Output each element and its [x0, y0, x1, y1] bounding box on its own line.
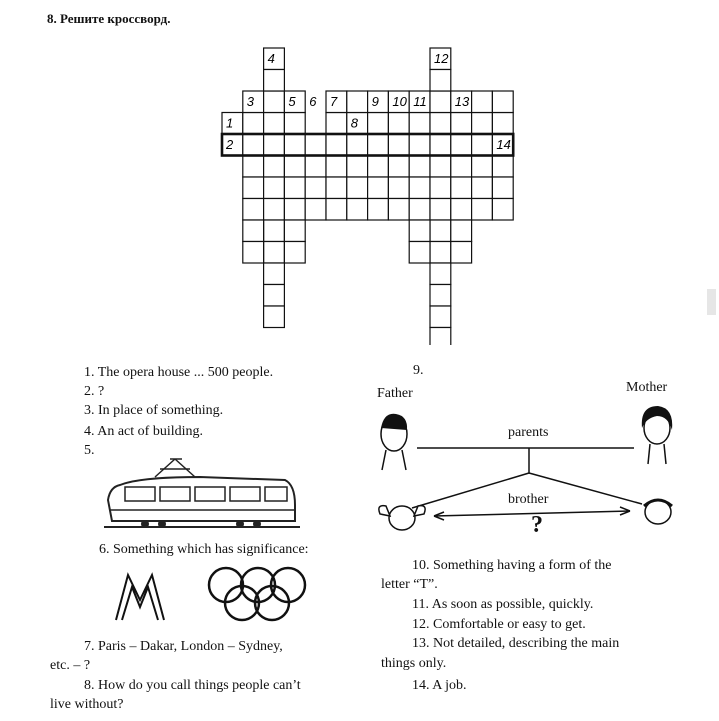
crossword-cell[interactable]	[326, 177, 347, 199]
cell-number-10: 10	[392, 94, 407, 109]
crossword-cell[interactable]	[326, 156, 347, 178]
clue-5: 5.	[84, 443, 95, 458]
crossword-cell[interactable]	[388, 113, 409, 135]
crossword-cell[interactable]	[326, 199, 347, 221]
crossword-cell[interactable]	[305, 177, 326, 199]
crossword-cell[interactable]	[430, 306, 451, 328]
crossword-cell[interactable]	[430, 242, 451, 264]
crossword-cell[interactable]	[264, 134, 285, 156]
crossword-cell[interactable]	[284, 220, 305, 242]
crossword-cell[interactable]	[430, 285, 451, 307]
crossword-cell[interactable]	[243, 177, 264, 199]
clue-1: 1. The opera house ... 500 people.	[84, 365, 274, 380]
crossword-cell[interactable]	[430, 156, 451, 178]
cell-number-13: 13	[454, 94, 470, 109]
crossword-cell[interactable]	[347, 156, 368, 178]
crossword-cell[interactable]	[451, 220, 472, 242]
crossword-cell[interactable]	[430, 134, 451, 156]
crossword-cell[interactable]	[430, 220, 451, 242]
clue-13: 13. Not detailed, describing the main	[412, 636, 620, 651]
crossword-cell[interactable]	[409, 220, 430, 242]
crossword-cell[interactable]	[284, 134, 305, 156]
crossword-cell[interactable]	[243, 199, 264, 221]
crossword-cell[interactable]	[472, 156, 493, 178]
crossword-cell[interactable]	[388, 199, 409, 221]
exercise-title: 8. Решите кроссворд.	[47, 11, 171, 26]
crossword-cell[interactable]	[388, 134, 409, 156]
crossword-cell[interactable]	[430, 328, 451, 346]
crossword-cell[interactable]	[243, 134, 264, 156]
crossword-cell[interactable]	[243, 156, 264, 178]
crossword-grid	[0, 0, 719, 345]
crossword-cell[interactable]	[305, 134, 326, 156]
crossword-cell[interactable]	[264, 220, 285, 242]
crossword-cell[interactable]	[492, 156, 513, 178]
cell-number-3: 3	[246, 94, 255, 109]
clue-11: 11. As soon as possible, quickly.	[412, 597, 594, 612]
crossword-cell[interactable]	[451, 134, 472, 156]
crossword-cell[interactable]	[264, 113, 285, 135]
clue-3: 3. In place of something.	[84, 403, 224, 418]
crossword-cell[interactable]	[305, 199, 326, 221]
crossword-cell[interactable]	[368, 177, 389, 199]
tram-picture	[100, 455, 305, 533]
clue-12: 12. Comfortable or easy to get.	[412, 617, 586, 632]
cell-number-4: 4	[267, 51, 275, 66]
crossword-cell[interactable]	[347, 199, 368, 221]
crossword-cell[interactable]	[451, 156, 472, 178]
cell-number-9: 9	[371, 94, 379, 109]
clue-8: 8. How do you call things people can’t	[84, 678, 301, 693]
question-mark: ?	[531, 512, 543, 538]
crossword-cell[interactable]	[388, 177, 409, 199]
crossword-cell[interactable]	[284, 156, 305, 178]
crossword-cell[interactable]	[492, 113, 513, 135]
crossword-cell[interactable]	[347, 177, 368, 199]
crossword-cell[interactable]	[492, 177, 513, 199]
crossword-cell[interactable]	[430, 70, 451, 92]
crossword-cell[interactable]	[451, 177, 472, 199]
crossword-cell[interactable]	[472, 177, 493, 199]
crossword-cell[interactable]	[284, 177, 305, 199]
crossword-cell[interactable]	[430, 113, 451, 135]
crossword-cell[interactable]	[430, 177, 451, 199]
clue-2: 2. ?	[84, 384, 105, 399]
crossword-cell[interactable]	[284, 113, 305, 135]
crossword-cell[interactable]	[472, 199, 493, 221]
scan-edge-mark	[707, 289, 716, 315]
crossword-cell[interactable]	[264, 91, 285, 113]
crossword-cell[interactable]	[409, 242, 430, 264]
clue-10: 10. Something having a form of the	[412, 558, 612, 573]
clue-7-continued: etc. – ?	[50, 658, 91, 673]
crossword-cell[interactable]	[264, 199, 285, 221]
crossword-cell[interactable]	[451, 242, 472, 264]
father-label: Father	[377, 386, 413, 401]
cell-number-8: 8	[350, 115, 359, 131]
crossword-cell[interactable]	[264, 156, 285, 178]
crossword-cell[interactable]	[264, 285, 285, 307]
brother-label: brother	[508, 492, 549, 507]
crossword-cell[interactable]	[284, 199, 305, 221]
crossword-cell[interactable]	[368, 134, 389, 156]
crossword-cell[interactable]	[264, 70, 285, 92]
clue-8-continued: live without?	[50, 697, 124, 712]
cell-number-14: 14	[496, 137, 511, 152]
crossword-cell[interactable]	[326, 113, 347, 135]
crossword-cell[interactable]	[368, 156, 389, 178]
cell-number-1: 1	[226, 115, 234, 131]
crossword-cell[interactable]	[368, 113, 389, 135]
cell-number-6: 6	[309, 94, 317, 109]
crossword-cell[interactable]	[347, 91, 368, 113]
crossword-cell[interactable]	[243, 113, 264, 135]
crossword-cell[interactable]	[472, 134, 493, 156]
crossword-cell[interactable]	[388, 156, 409, 178]
crossword-cell[interactable]	[326, 134, 347, 156]
cell-number-7: 7	[330, 94, 338, 109]
crossword-cell[interactable]	[492, 199, 513, 221]
cell-number-5: 5	[288, 94, 296, 109]
clue-10-continued: letter “T”.	[381, 577, 438, 592]
crossword-cell[interactable]	[264, 177, 285, 199]
clue-9: 9.	[413, 363, 424, 378]
clue-6: 6. Something which has significance:	[99, 542, 309, 557]
crossword-cell[interactable]	[347, 134, 368, 156]
crossword-cell[interactable]	[409, 113, 430, 135]
crossword-cell[interactable]	[243, 220, 264, 242]
symbols-picture	[108, 565, 308, 630]
cell-number-11: 11	[413, 94, 427, 109]
clue-4: 4. An act of building.	[84, 424, 203, 439]
crossword-cell[interactable]	[451, 199, 472, 221]
crossword-cell[interactable]	[368, 199, 389, 221]
parents-label: parents	[508, 425, 549, 440]
crossword-cell[interactable]	[243, 242, 264, 264]
clue-13-continued: things only.	[381, 656, 447, 671]
crossword-cell[interactable]	[492, 91, 513, 113]
clue-14: 14. A job.	[412, 678, 467, 693]
crossword-cell[interactable]	[409, 156, 430, 178]
crossword-cell[interactable]	[472, 113, 493, 135]
crossword-cell[interactable]	[409, 177, 430, 199]
crossword-cell[interactable]	[472, 91, 493, 113]
mother-label: Mother	[626, 380, 668, 395]
crossword-cell[interactable]	[264, 306, 285, 328]
crossword-cell[interactable]	[430, 263, 451, 285]
cell-number-2: 2	[226, 137, 234, 152]
crossword-cell[interactable]	[409, 199, 430, 221]
crossword-cell[interactable]	[264, 263, 285, 285]
crossword-cell[interactable]	[284, 242, 305, 264]
crossword-cell[interactable]	[264, 242, 285, 264]
crossword-cell[interactable]	[451, 113, 472, 135]
crossword-cell[interactable]	[305, 156, 326, 178]
crossword-cell[interactable]	[409, 134, 430, 156]
cell-number-12: 12	[434, 51, 449, 66]
crossword-cell[interactable]	[430, 199, 451, 221]
clue-7: 7. Paris – Dakar, London – Sydney,	[84, 639, 283, 654]
crossword-cell[interactable]	[430, 91, 451, 113]
